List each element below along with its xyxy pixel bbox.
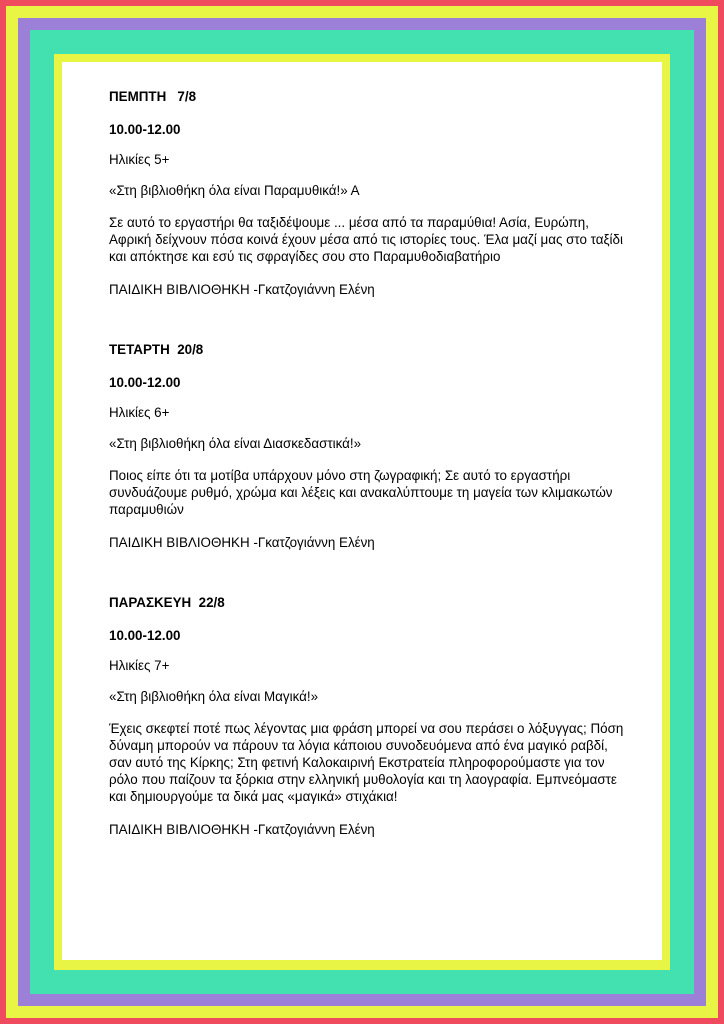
event-time: 10.00-12.00 (109, 122, 181, 137)
event-time: 10.00-12.00 (109, 375, 181, 390)
event-organizer: ΠΑΙΔΙΚΗ ΒΙΒΛΙΟΘΗΚΗ -Γκατζογιάννη Ελένη (109, 822, 375, 837)
event-organizer: ΠΑΙΔΙΚΗ ΒΙΒΛΙΟΘΗΚΗ -Γκατζογιάννη Ελένη (109, 282, 375, 297)
event-title: «Στη βιβλιοθήκη όλα είναι Διασκεδαστικά!» (109, 436, 362, 451)
event-description: Σε αυτό το εργαστήρι θα ταξιδέψουμε ... μέσα από τα παραμύθια! Ασία, Ευρώπη, Αφρική δείχνουν πόσα κοινά έχουν μέσα από τις ιστορίες τους. Έλα μαζί μας στο ταξίδι και απόκτησε και εσύ τις σφραγίδες σου στο Παραμυθοδιαβατήριο (109, 215, 623, 264)
event-day: ΤΕΤΑΡΤΗ 20/8 (109, 342, 204, 357)
event-day: ΠΑΡΑΣΚΕΥΗ 22/8 (109, 595, 225, 610)
document-page (62, 62, 662, 960)
event-ages: Ηλικίες 5+ (109, 152, 170, 167)
event-ages: Ηλικίες 6+ (109, 405, 170, 420)
event-title: «Στη βιβλιοθήκη όλα είναι Παραμυθικά!» Α (109, 183, 360, 198)
event-wednesday (109, 342, 629, 595)
event-thursday (109, 89, 629, 342)
event-description: Έχεις σκεφτεί ποτέ πως λέγοντας μια φράση μπορεί να σου περάσει ο λόξυγγας; Πόση δύναμη μπορούν να πάρουν τα λόγια κάποιου συνοδευόμενα από ένα μαγικό ραβδί, σαν αυτό της Κίρκης; Στη φετινή Καλοκαιρινή Εκστρατεία πληροφορούμαστε για τον ρόλο που παίζουν τα ξόρκια στην ελληνική μυθολογία και τη λαογραφία. Εμπνεόμαστε και δημιουργούμε τα δικά μας «μαγικά» στιχάκια! (109, 721, 624, 804)
event-ages: Ηλικίες 7+ (109, 658, 170, 673)
event-time: 10.00-12.00 (109, 628, 181, 643)
event-title: «Στη βιβλιοθήκη όλα είναι Μαγικά!» (109, 689, 319, 704)
event-description: Ποιος είπε ότι τα μοτίβα υπάρχουν μόνο στη ζωγραφική; Σε αυτό το εργαστήρι συνδυάζουμε ρυθμό, χρώμα και λέξεις και ανακαλύπτουμε τη μαγεία των κλιμακωτών παραμυθιών (109, 468, 613, 517)
event-organizer: ΠΑΙΔΙΚΗ ΒΙΒΛΙΟΘΗΚΗ -Γκατζογιάννη Ελένη (109, 535, 375, 550)
event-day: ΠΕΜΠΤΗ 7/8 (109, 89, 197, 104)
event-friday (109, 595, 629, 848)
event-list (109, 89, 629, 848)
